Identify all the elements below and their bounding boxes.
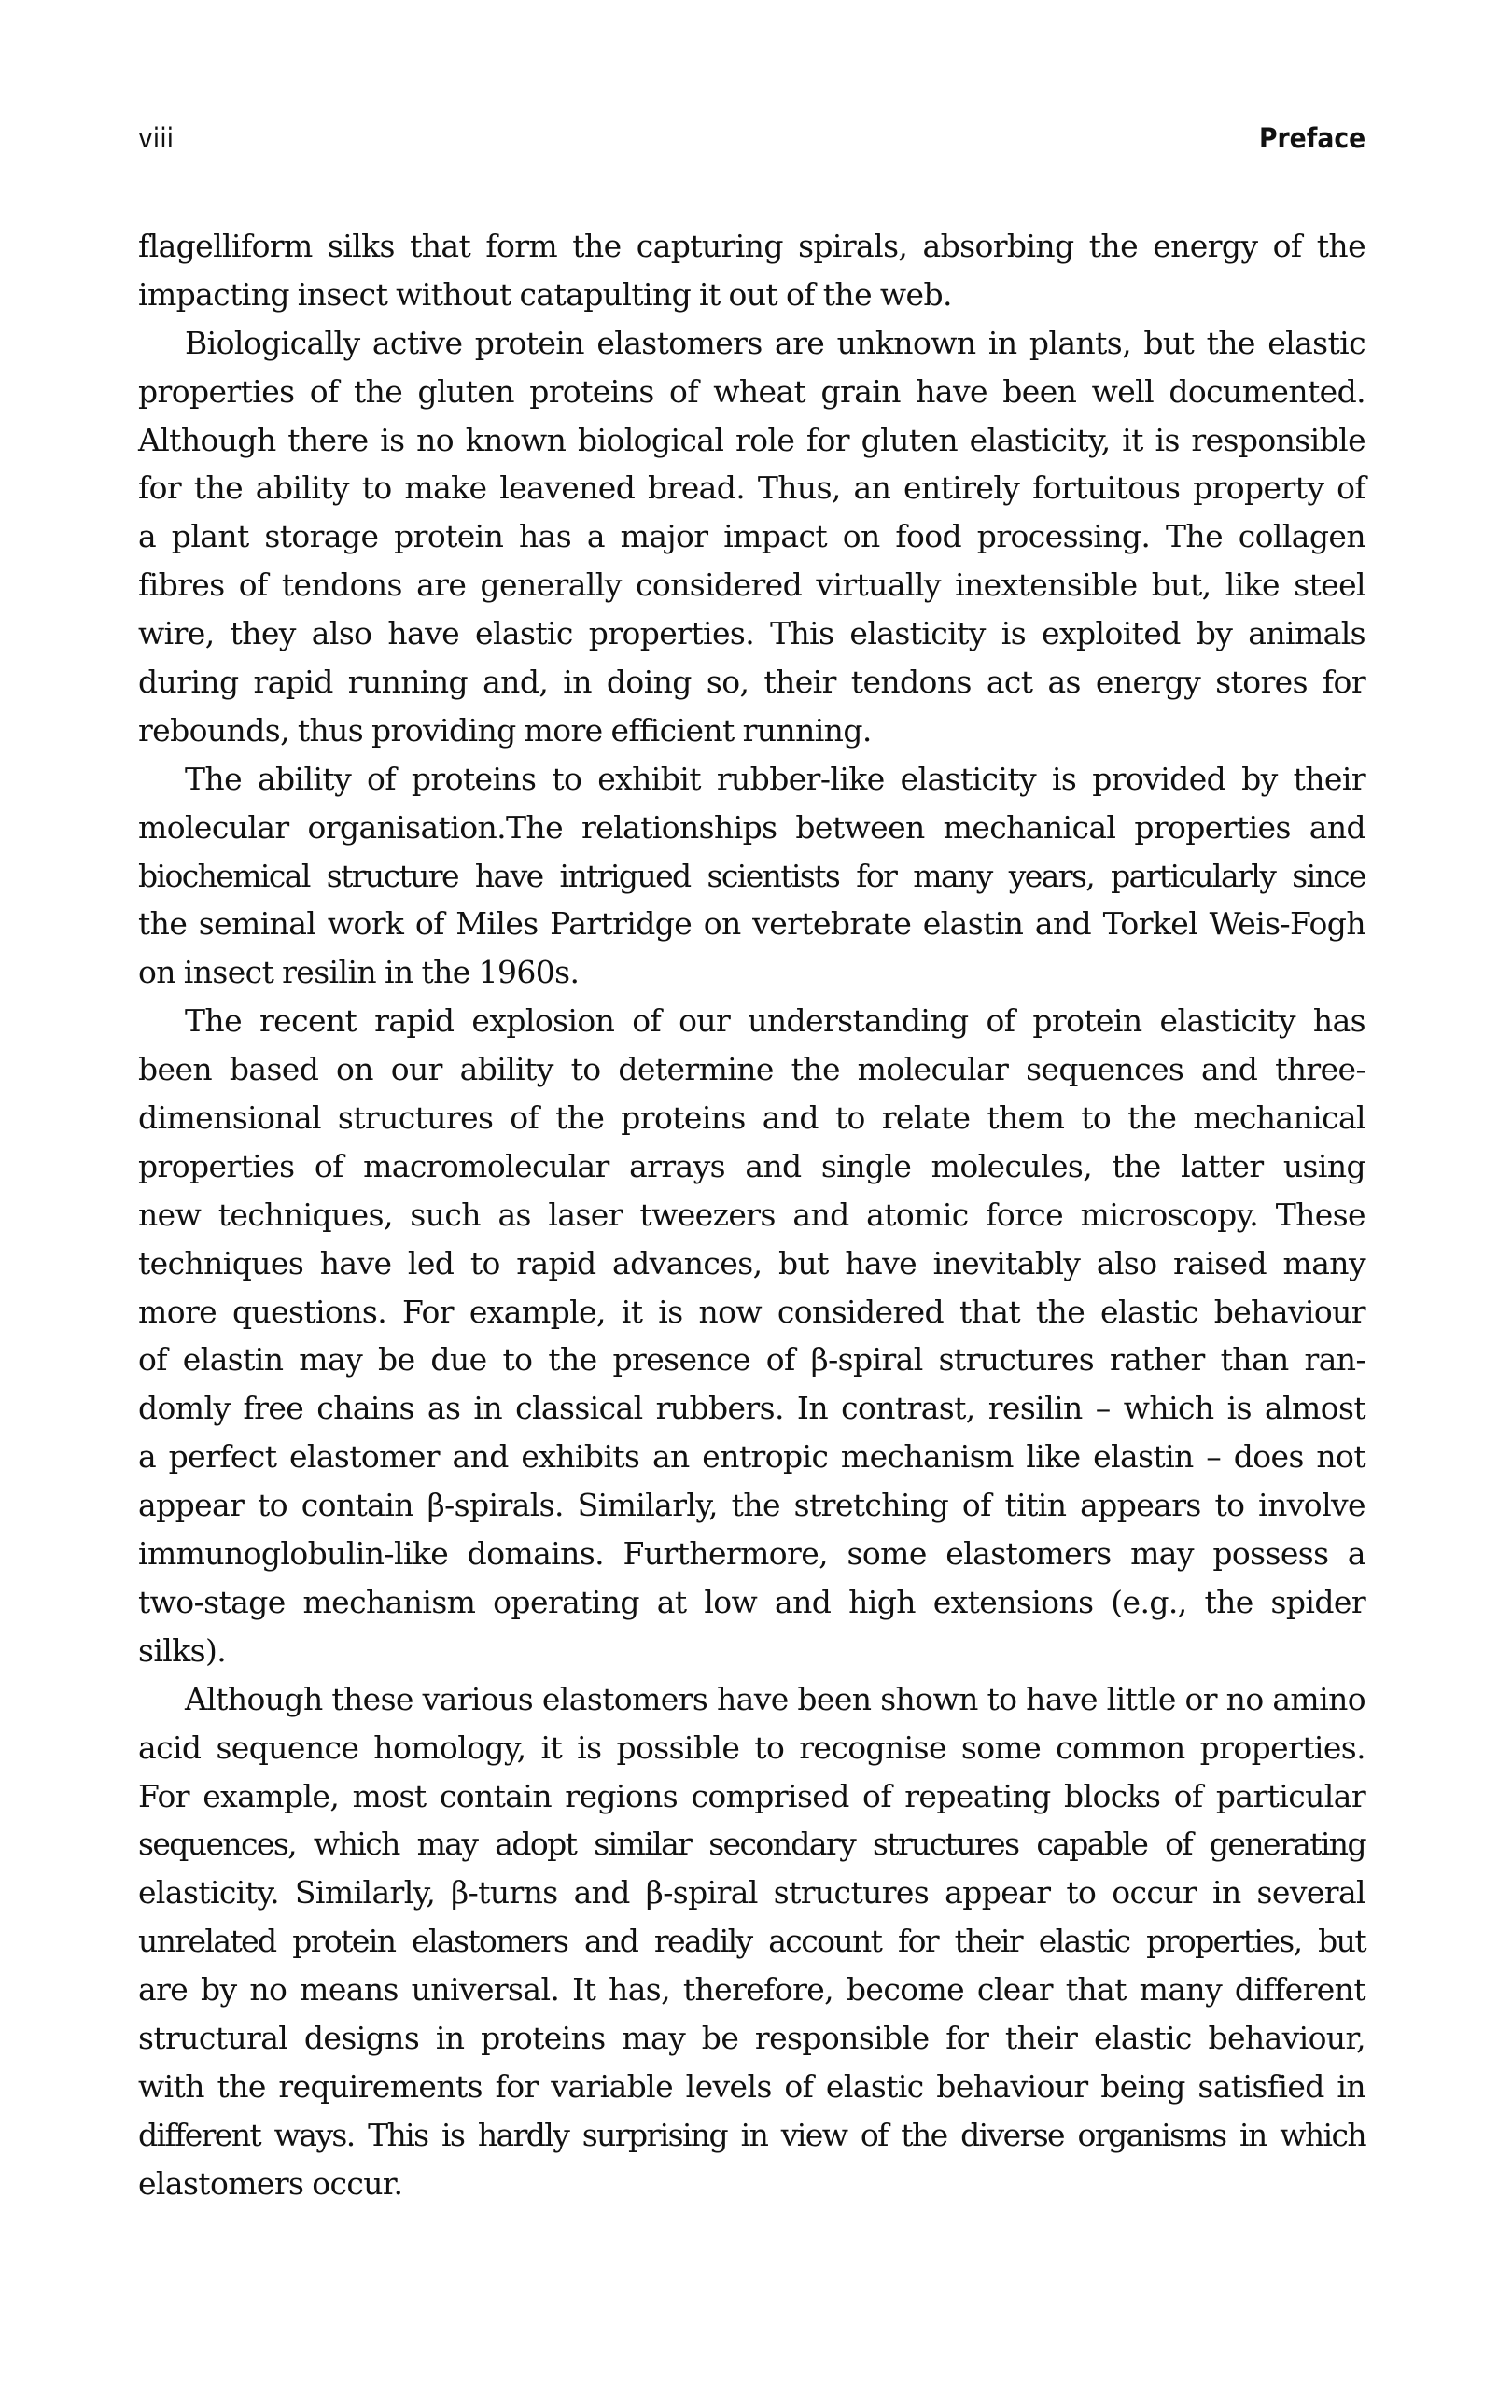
- text-line: properties of the gluten proteins of wheat grain have been well documented.: [138, 372, 1365, 410]
- text-line: more questions. For example, it is now considered that the elastic behaviour: [138, 1293, 1365, 1330]
- text-line: been based on our ability to determine the molecular sequences and three-: [138, 1051, 1365, 1088]
- text-line: domly free chains as in classical rubbers. In contrast, resilin – which is almost: [138, 1390, 1365, 1427]
- text-line: the seminal work of Miles Partridge on vertebrate elastin and Torkel Weis-Fogh: [138, 905, 1365, 943]
- text-line: molecular organisation.The relationships between mechanical properties and: [138, 808, 1365, 846]
- text-line: acid sequence homology, it is possible to recognise some common properties.: [138, 1729, 1365, 1766]
- paragraph: [138, 1675, 1365, 2208]
- text-line: Although these various elastomers have been shown to have little or no amino: [185, 1680, 1365, 1717]
- text-line: Although there is no known biological role for gluten elasticity, it is responsible: [138, 421, 1365, 458]
- text-line: appear to contain β-spirals. Similarly, the stretching of titin appears to involve: [138, 1487, 1365, 1524]
- text-line: elasticity. Similarly, β-turns and β-spiral structures appear to occur in several: [138, 1874, 1365, 1911]
- text-line: a perfect elastomer and exhibits an entropic mechanism like elastin – does not: [138, 1438, 1365, 1476]
- text-line: techniques have led to rapid advances, but have inevitably also raised many: [138, 1244, 1365, 1281]
- text-line: elastomers occur.: [138, 2164, 403, 2202]
- text-line: rebounds, thus providing more efficient running.: [138, 711, 872, 749]
- section-title: Preface: [1258, 122, 1365, 154]
- text-line: different ways. This is hardly surprising in view of the diverse organisms in which: [138, 2116, 1365, 2153]
- text-line: are by no means universal. It has, therefore, become clear that many different: [138, 1971, 1365, 2009]
- text-line: two-stage mechanism operating at low and high extensions (e.g., the spider: [138, 1583, 1365, 1620]
- text-line: immunoglobulin-like domains. Furthermore, some elastomers may possess a: [138, 1535, 1365, 1573]
- text-line: impacting insect without catapulting it out of the web.: [138, 275, 952, 313]
- text-line: a plant storage protein has a major impact on food processing. The collagen: [138, 518, 1365, 555]
- text-line: The ability of proteins to exhibit rubber-like elasticity is provided by their: [185, 760, 1365, 797]
- text-line: flagelliform silks that form the capturing spirals, absorbing the energy of the: [138, 228, 1365, 264]
- text-line: fibres of tendons are generally considered virtually inextensible but, like steel: [138, 567, 1365, 604]
- paragraph: [138, 755, 1365, 997]
- text-line: with the requirements for variable levels of elastic behaviour being satisfied in: [138, 2067, 1365, 2105]
- text-line: on insect resilin in the 1960s.: [138, 954, 580, 991]
- text-line: during rapid running and, in doing so, their tendons act as energy stores for: [138, 664, 1365, 701]
- text-line: sequences, which may adopt similar secondary structures capable of generating: [138, 1826, 1365, 1863]
- paragraph: [138, 222, 1365, 319]
- text-line: Biologically active protein elastomers are unknown in plants, but the elastic: [185, 324, 1365, 361]
- text-line: unrelated protein elastomers and readily account for their elastic properties, but: [138, 1923, 1365, 1960]
- text-line: structural designs in proteins may be responsible for their elastic behaviour,: [138, 2019, 1365, 2056]
- text-line: dimensional structures of the proteins and to relate them to the mechanical: [138, 1099, 1365, 1137]
- paragraph: [138, 997, 1365, 1674]
- running-head: [138, 118, 1365, 159]
- text-line: silks).: [138, 1631, 227, 1669]
- text-line: wire, they also have elastic properties. This elasticity is exploited by animals: [138, 615, 1365, 652]
- page-number: viii: [138, 122, 175, 154]
- paragraph: [138, 319, 1365, 755]
- body-text: [138, 222, 1365, 2208]
- text-line: new techniques, such as laser tweezers and atomic force microscopy. These: [138, 1196, 1365, 1233]
- text-line: For example, most contain regions comprised of repeating blocks of particular: [138, 1777, 1365, 1814]
- text-line: of elastin may be due to the presence of β-spiral structures rather than ran-: [138, 1341, 1365, 1379]
- text-line: properties of macromolecular arrays and single molecules, the latter using: [138, 1147, 1365, 1184]
- text-line: for the ability to make leavened bread. Thus, an entirely fortuitous property of: [138, 469, 1365, 507]
- text-line: The recent rapid explosion of our understanding of protein elasticity has: [185, 1002, 1365, 1040]
- text-line: biochemical structure have intrigued scientists for many years, particularly since: [138, 857, 1365, 894]
